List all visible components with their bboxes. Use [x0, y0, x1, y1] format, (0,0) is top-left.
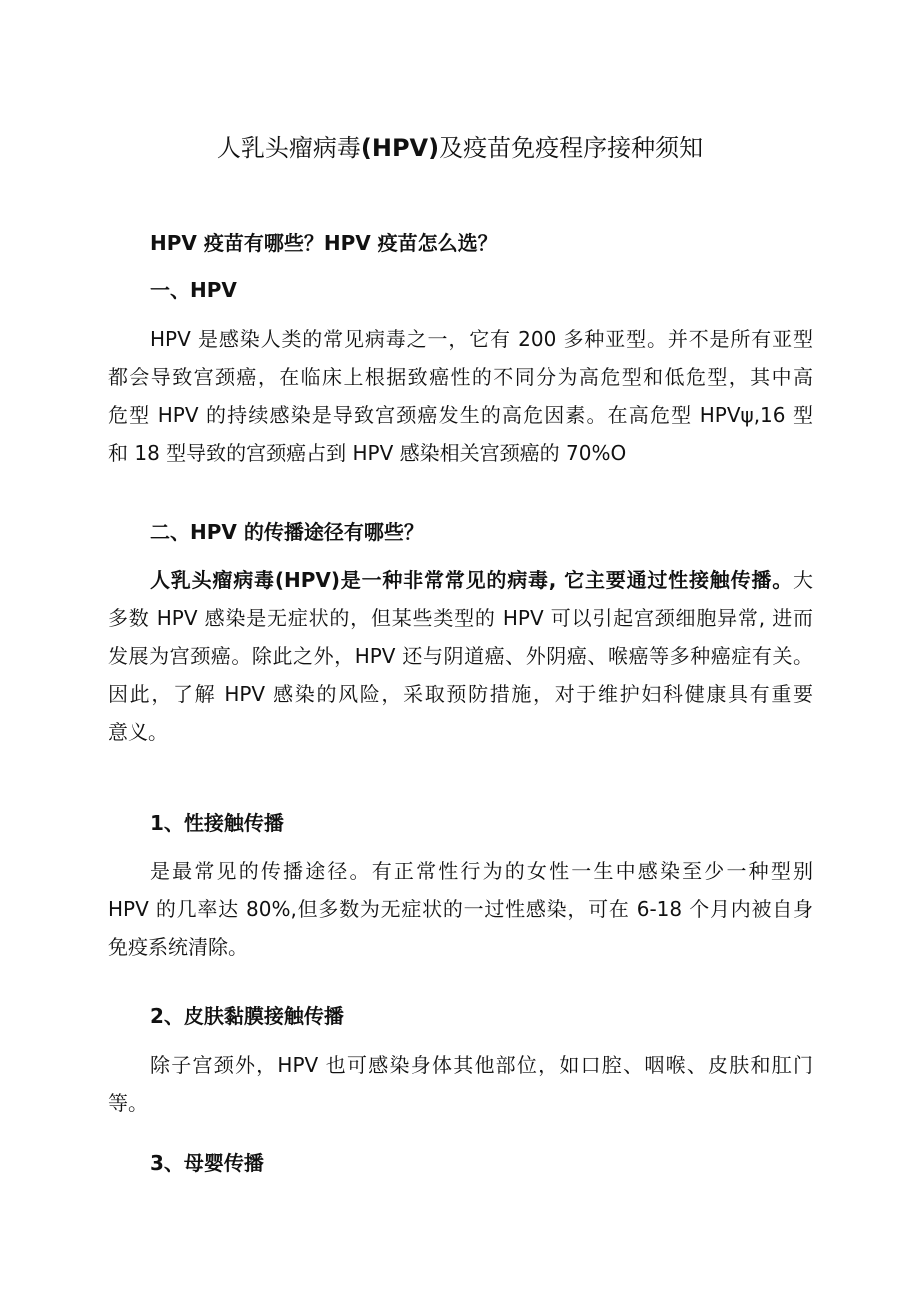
paragraph-line: 因此，了解 HPV 感染的风险，采取预防措施，对于维护妇科健康具有重要	[108, 682, 813, 706]
section2-paragraph	[108, 561, 813, 751]
section2-heading: 二、HPV 的传播途径有哪些？	[150, 520, 424, 544]
paragraph-line: 都会导致宫颈癌，在临床上根据致癌性的不同分为高危型和低危型，其中高	[108, 365, 813, 389]
paragraph-line	[108, 561, 813, 599]
title-prefix: 人乳头瘤病毒	[216, 134, 361, 162]
sub2-paragraph	[108, 1046, 813, 1122]
paragraph-line: HPV 的几率达 80%,但多数为无症状的一过性感染，可在 6-18 个月内被自身	[108, 897, 813, 921]
paragraph-line: 多数 HPV 感染是无症状的，但某些类型的 HPV 可以引起宫颈细胞异常, 进而	[108, 606, 813, 630]
sub1-heading: 1、性接触传播	[150, 811, 284, 835]
paragraph-line: 是最常见的传播途径。有正常性行为的女性一生中感染至少一种型别	[150, 859, 813, 883]
sub2-heading: 2、皮肤黏膜接触传播	[150, 1004, 344, 1028]
sub1-paragraph	[108, 852, 813, 966]
title-hpv: (HPV)	[360, 134, 440, 162]
lead-sentence-rest: 大	[793, 568, 813, 592]
main-heading: HPV 疫苗有哪些？HPV 疫苗怎么选？	[150, 231, 498, 255]
paragraph-line: HPV 是感染人类的常见病毒之一，它有 200 多种亚型。并不是所有亚型	[150, 327, 813, 351]
paragraph-line: 意义。	[108, 720, 168, 744]
lead-sentence-bold: 人乳头瘤病毒(HPV)是一种非常常见的病毒, 它主要通过性接触传播。	[150, 568, 793, 592]
title-suffix: 及疫苗免疫程序接种须知	[439, 134, 704, 162]
document-title	[0, 128, 920, 168]
section1-paragraph	[108, 320, 813, 472]
paragraph-line: 等。	[108, 1091, 148, 1115]
paragraph-line: 免疫系统清除。	[108, 935, 248, 959]
sub3-heading: 3、母婴传播	[150, 1151, 264, 1175]
paragraph-line: 发展为宫颈癌。除此之外，HPV 还与阴道癌、外阴癌、喉癌等多种癌症有关。	[108, 644, 813, 668]
paragraph-line: 除子宫颈外，HPV 也可感染身体其他部位，如口腔、咽喉、皮肤和肛门	[150, 1053, 813, 1077]
paragraph-line: 危型 HPV 的持续感染是导致宫颈癌发生的高危因素。在高危型 HPVψ,16 型	[108, 403, 813, 427]
paragraph-line: 和 18 型导致的宫颈癌占到 HPV 感染相关宫颈癌的 70%O	[108, 441, 627, 465]
section1-heading: 一、HPV	[150, 278, 237, 302]
